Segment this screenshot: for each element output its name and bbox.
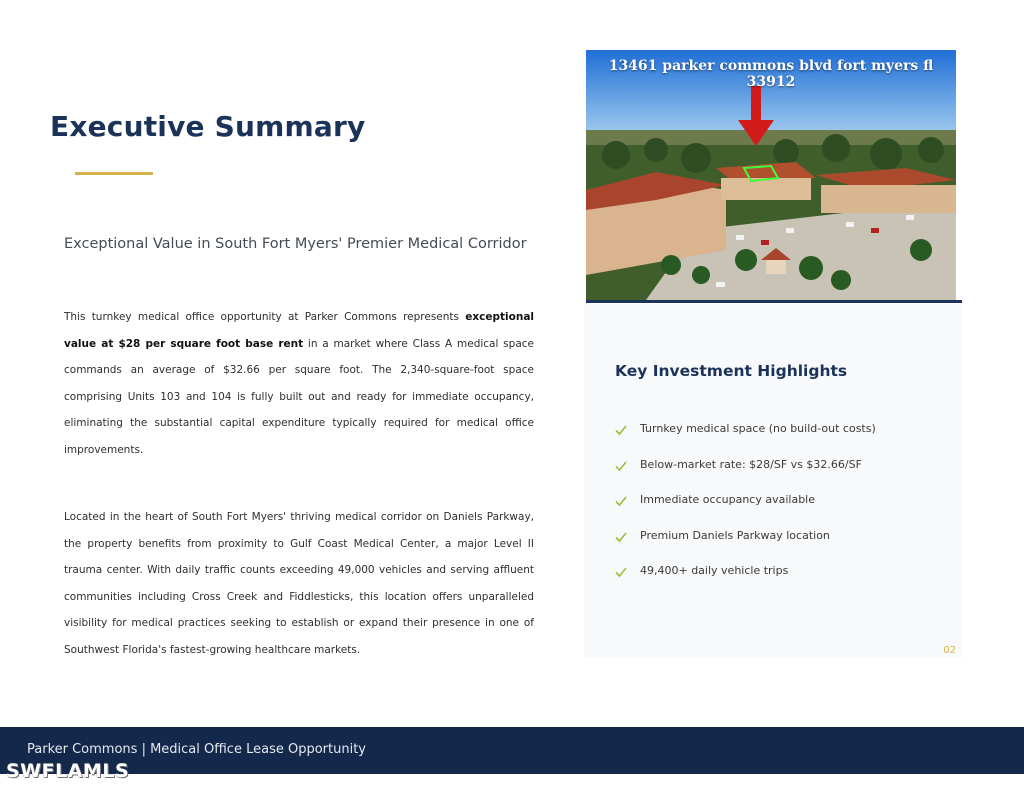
highlight-item	[614, 458, 876, 494]
highlight-item	[614, 529, 876, 565]
section-subtitle: Exceptional Value in South Fort Myers' Premier Medical Corridor	[64, 236, 527, 252]
highlights-list	[614, 422, 876, 600]
checkmark-icon	[614, 423, 628, 437]
intro-text-end: in a market where Class A medical space commands an average of $32.66 per square foot. The 2,340-square-foot space comprising Units 103 and 104 is fully built out and ready for immediate occupancy, eliminating the substantial capital expenditure typically required for medical office improvements.	[64, 337, 534, 456]
highlight-text: Premium Daniels Parkway location	[640, 528, 830, 542]
highlights-title: Key Investment Highlights	[615, 362, 848, 380]
mls-watermark: SWFLAMLS	[6, 760, 130, 782]
checkmark-icon	[614, 565, 628, 579]
footer-text: Parker Commons | Medical Office Lease Opportunity	[27, 742, 366, 757]
highlight-text: Immediate occupancy available	[640, 493, 815, 506]
highlight-text: Below-market rate: $28/SF vs $32.66/SF	[640, 457, 862, 471]
footer-bar	[0, 727, 1024, 774]
property-address-caption: 13461 parker commons blvd fort myers fl 33912	[608, 58, 934, 90]
page-title: Executive Summary	[50, 110, 366, 143]
intro-paragraph	[64, 304, 534, 463]
page-number: 02	[943, 645, 956, 656]
highlights-panel	[584, 304, 962, 658]
photo-divider	[586, 300, 962, 303]
highlight-item	[614, 493, 876, 529]
aerial-property-photo	[586, 50, 956, 300]
highlight-item	[614, 422, 876, 458]
checkmark-icon	[614, 530, 628, 544]
title-underline	[75, 172, 153, 175]
highlight-text: Turnkey medical space (no build-out costs)	[640, 422, 876, 435]
checkmark-icon	[614, 494, 628, 508]
intro-text-bold: exceptional value at $28 per square foot base rent	[64, 311, 534, 350]
checkmark-icon	[614, 459, 628, 473]
highlight-text: 49,400+ daily vehicle trips	[640, 564, 789, 577]
intro-text-start: This turnkey medical office opportunity at Parker Commons represents	[64, 311, 466, 323]
highlight-item	[614, 564, 876, 600]
location-paragraph: Located in the heart of South Fort Myers' thriving medical corridor on Daniels Parkway, the property benefits from proximity to Gulf Coast Medical Center, a major Level II trauma center. With daily traffic counts exceeding 49,000 vehicles and serving affluent communities including Cross Creek and Fiddlesticks, this location offers unparalleled visibility for medical practices seeking to establish or expand their presence in one of Southwest Florida's fastest-growing healthcare markets.	[64, 511, 534, 656]
